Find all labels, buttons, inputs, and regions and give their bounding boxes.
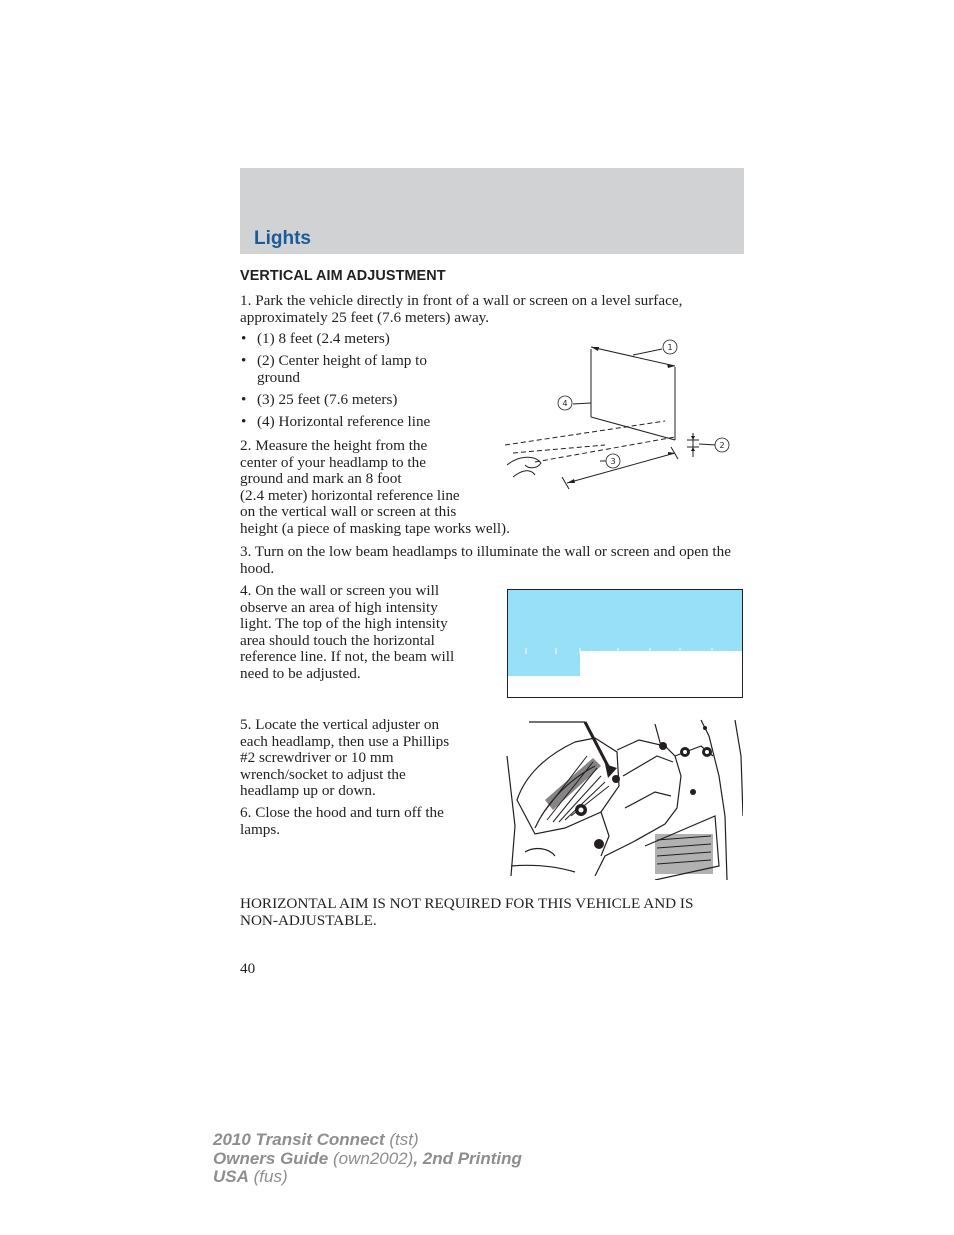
document-footer bbox=[213, 1131, 522, 1187]
step-4-line: reference line. If not, the beam will bbox=[240, 648, 455, 666]
headlamp-adjuster-illustration bbox=[505, 716, 743, 880]
step-5-line: #2 screwdriver or 10 mm bbox=[240, 749, 394, 767]
note-line: NON-ADJUSTABLE. bbox=[240, 911, 377, 929]
bullet-item: • (2) Center height of lamp to ground bbox=[240, 353, 457, 386]
footer-line-3 bbox=[213, 1168, 522, 1187]
step-3-text: 3. Turn on the low beam headlamps to illuminate the wall or screen and open the hood. bbox=[240, 543, 731, 577]
step-5-line: headlamp up or down. bbox=[240, 782, 376, 800]
step-4-line: area should touch the horizontal bbox=[240, 631, 435, 649]
beam-pattern-graphic bbox=[508, 590, 743, 698]
footer-printing: , 2nd Printing bbox=[413, 1148, 522, 1168]
section-header-band bbox=[240, 168, 744, 254]
step-1-text: 1. Park the vehicle directly in front of a wall or screen on a level surface, approximately 25 feet (7.6 meters) away. bbox=[240, 292, 683, 326]
bullet-item: • (1) 8 feet (2.4 meters) bbox=[240, 331, 470, 348]
aiming-distance-diagram bbox=[505, 337, 743, 495]
measurement-bullet-list bbox=[240, 331, 470, 436]
step-4-line: need to be adjusted. bbox=[240, 664, 361, 682]
step-5-line: each headlamp, then use a Phillips bbox=[240, 732, 450, 750]
callout-3: 3 bbox=[610, 457, 616, 466]
step-6-text bbox=[240, 805, 495, 838]
page-number: 40 bbox=[240, 960, 256, 977]
step-2-line: height (a piece of masking tape works well). bbox=[240, 519, 510, 537]
bullet-item: • (3) 25 feet (7.6 meters) bbox=[240, 392, 470, 409]
footer-market: USA bbox=[213, 1167, 249, 1187]
callout-1: 1 bbox=[667, 343, 673, 352]
footer-market-code: (fus) bbox=[248, 1167, 288, 1187]
note-line: HORIZONTAL AIM IS NOT REQUIRED FOR THIS VEHICLE AND IS bbox=[240, 895, 694, 912]
step-2-line: 2. Measure the height from the bbox=[240, 437, 428, 454]
step-4-text bbox=[240, 583, 495, 683]
beam-pattern-illustration bbox=[507, 589, 743, 698]
step-4-line: 4. On the wall or screen you will bbox=[240, 582, 440, 599]
step-4-line: observe an area of high intensity bbox=[240, 598, 438, 616]
step-2-line: on the vertical wall or screen at this bbox=[240, 503, 457, 521]
step-2-line: (2.4 meter) horizontal reference line bbox=[240, 486, 460, 504]
step-6-line: lamps. bbox=[240, 820, 281, 838]
step-2-line: center of your headlamp to the bbox=[240, 453, 426, 471]
callout-2: 2 bbox=[719, 441, 725, 450]
footer-guide-code: (own2002) bbox=[328, 1148, 414, 1168]
section-title: Lights bbox=[254, 228, 311, 249]
footer-guide: Owners Guide bbox=[213, 1148, 329, 1168]
subheading-vertical-aim: VERTICAL AIM ADJUSTMENT bbox=[240, 268, 446, 284]
bullet-item: • (4) Horizontal reference line bbox=[240, 414, 470, 431]
footer-vehicle: 2010 Transit Connect bbox=[213, 1130, 385, 1149]
step-2-line: ground and mark an 8 foot bbox=[240, 470, 402, 488]
footer-line-1 bbox=[213, 1131, 522, 1150]
horizontal-aim-note bbox=[240, 896, 745, 929]
step-5-text bbox=[240, 717, 495, 800]
footer-vehicle-code: (tst) bbox=[384, 1130, 419, 1149]
callout-4: 4 bbox=[562, 399, 568, 408]
step-5-line: wrench/socket to adjust the bbox=[240, 765, 406, 783]
footer-line-2 bbox=[213, 1150, 522, 1169]
step-6-line: 6. Close the hood and turn off the bbox=[240, 804, 444, 821]
step-5-line: 5. Locate the vertical adjuster on bbox=[240, 716, 440, 733]
step-4-line: light. The top of the high intensity bbox=[240, 615, 448, 633]
